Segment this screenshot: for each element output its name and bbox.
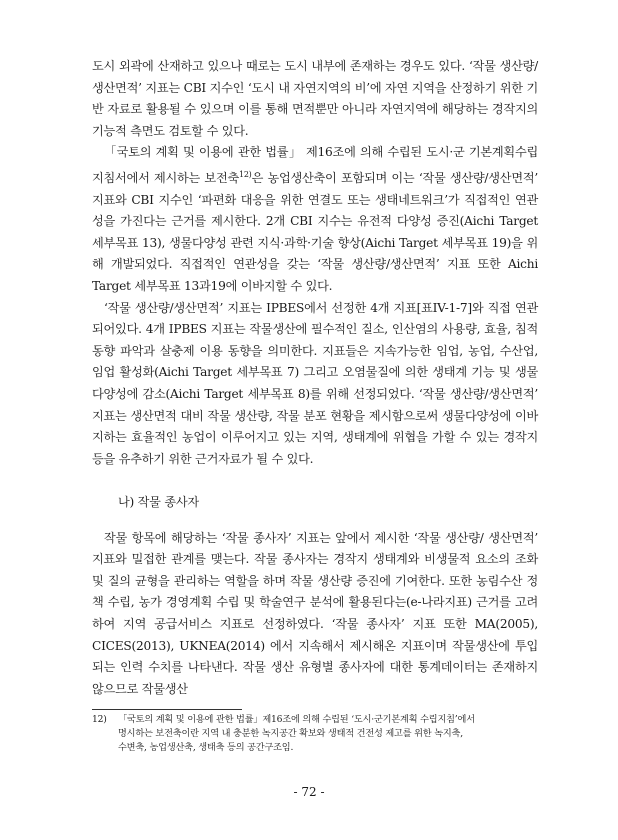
footnote-line: 명시하는 보전축이란 지역 내 충분한 녹지공간 확보와 생태적 건전성 제고를 위한 녹지축, [118,728,463,740]
footnote-line: 수변축, 농업생산축, 생태축 등의 공간구조임. [118,742,294,754]
main-text [92,56,538,700]
text-line: 또는 생태네트워크’가 직접적인 연관성을 가진다는 근거를 제시한다. 2개 [92,192,539,229]
text-line: 관련 지식·과학·기술 향상(Aichi Target 세부목표 19)을 위해 개발되었다. [92,235,539,272]
text-line: 분석에 활용된다는(e-나라지표) 근거를 고려하여 지역 공급서비스 지표로 [92,595,539,631]
page-number: - 72 - [293,785,325,799]
text-line: 세부목표 13과19에 이바지할 수 있다. [134,279,333,293]
text-line: 이루어지고 있는 지역, 생태계에 위협을 가할 수 있는 경작지 등을 유추하기 [92,430,539,466]
text-line: ‘작물 생산량/생산면적’ 지표는 IPBES에서 선정한 4개 지표[표IV-1-7]와 [104,300,484,315]
text-line: 아니라 자연지역에 해당하는 경작지의 기능적 측면도 검토할 수 있다. [92,102,539,138]
footnote-marker: 12) [239,169,252,179]
footnote-divider [92,709,242,710]
text-line: 증진에 기여한다. 또한 농림수산 정책 수립, 농가 경영계획 수립 및 학술연구 [92,573,538,610]
text-line: 작물 분포 현황을 제시함으로써 생물다양성에 이바지하는 효율적인 농업이 [92,408,538,445]
text-line: 작물 항목에 해당하는 ‘작물 종사자’ 지표는 앞에서 제시한 ‘작물 생산량/ [104,530,484,545]
paragraph-1 [92,56,538,142]
paragraph-4 [92,528,538,701]
text-line: 선정하였다. ‘작물 종사자’ 지표 또한 MA(2005), CICES(2013), UKNEA(2014) [92,616,539,653]
footnote-text: 「국토의 계획 및 이용에 관한 법률」제16조에 의해 수립된 ‘도시·군기본계획 수립지침’에서 [118,714,475,725]
text-line: 은 농업생산축이 포함되며 이는 [251,171,415,186]
paragraph-3 [92,298,538,471]
text-line: 에서 지속해서 제시해온 지표이며 작물생산에 투입되는 인력 수치를 나타낸다. [92,638,539,675]
text-line: 오염물질에 의한 생태계 기능 및 생물다양성에 감소(Aichi Target 세부목표 8)를 [92,365,539,401]
text-line: 직접 연관되어있다. 4개 IPBES 지표는 작물생산에 필수적인 질소, 인산염의 [92,300,539,337]
footnote-line [92,713,538,727]
text-line: 지역을 산정하기 위한 기반 자료로 활용될 수 있으며 이를 통해 면적뿐만 [92,80,539,117]
footnote-number: 12) [92,714,107,725]
text-line: ‘작물 생산량/생산면적’ 지표는 CBI 지수인 ‘도시 내 자연지역의 비’에 자연 [92,59,538,95]
text-line: 작물 생산 유형별 종사자에 대한 통계데이터는 존재하지 않으므로 작물생산 [92,660,538,696]
text-line: 위한 근거자료가 될 수 있다. [168,451,314,466]
text-line: CBI 지수는 유전적 다양성 증진(Aichi Target 세부목표 13), 생물다양성 [92,214,539,250]
text-line: ‘작물 생산량/생산면적’ 지표와 CBI 지수인 ‘파편화 대응을 위한 연결도 [92,171,539,207]
text-line: 지속가능한 임업, 농업, 수산업, 임업 활성화(Aichi Target 세부목표 7) 그리고 [92,343,539,380]
text-line: 직접적인 연관성을 갖는 ‘작물 생산량/생산면적’ 지표 또한 Aichi Target [92,257,538,293]
text-line: 도시 외곽에 산재하고 있으나 때로는 도시 내부에 존재하는 경우도 있다. [92,59,466,73]
text-line: 「국토의 계획 및 이용에 관한 법률」 제16조에 의해 수립된 도시·군 [104,145,465,160]
text-line: 기본계획수립지침서에서 제시하는 보전축 [92,145,538,186]
text-line: 위해 선정되었다. ‘작물 생산량/생산면적’ 지표는 생산면적 대비 작물 생산량, [92,386,538,423]
section-heading: 나) 작물 종사자 [118,494,199,509]
text-line: 비생물적 요소의 조화 및 질의 균형을 관리하는 역할을 하며 작물 생산량 [92,552,538,588]
text-line: 생산면적’ 지표와 밀접한 관계를 맺는다. 작물 종사자는 경작지 생태계와 [92,530,539,567]
text-line: 사용량, 효율, 침적 동향 파악과 살충제 이용 동향을 의미한다. 지표들은 [92,322,539,358]
paragraph-2 [92,142,538,297]
footnote [92,713,538,756]
